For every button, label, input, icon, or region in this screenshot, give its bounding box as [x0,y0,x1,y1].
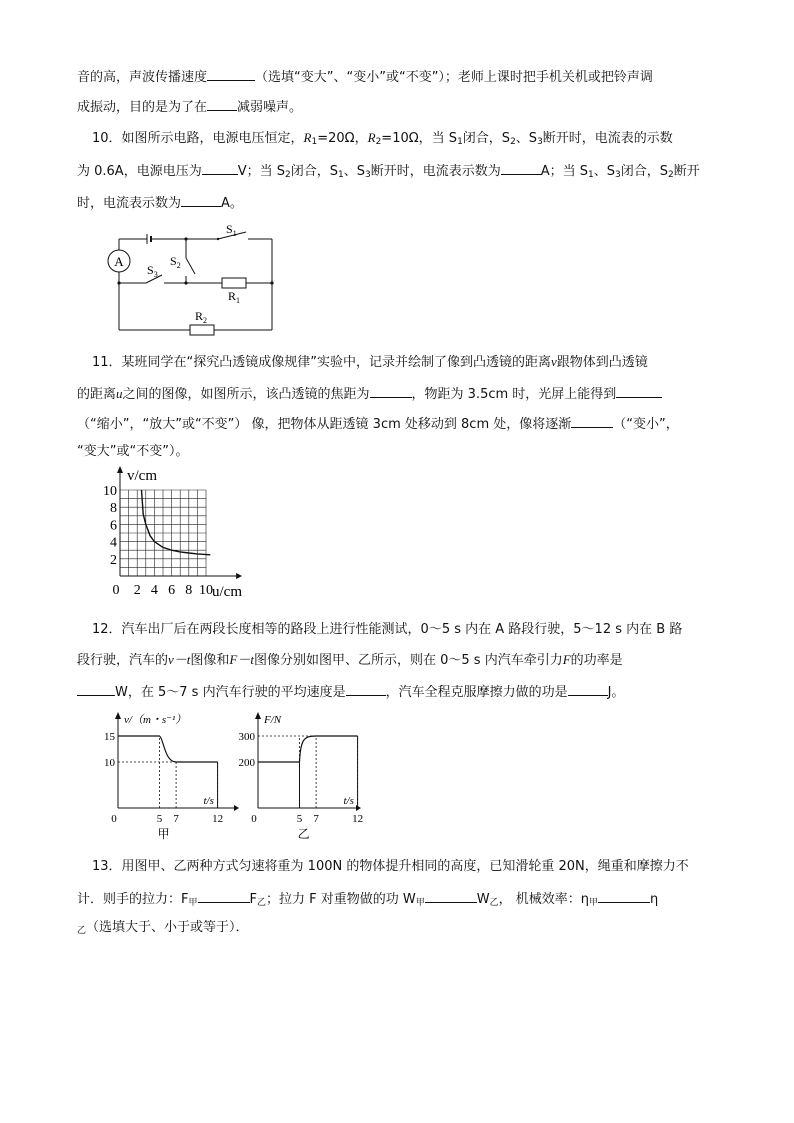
q11-line-2: 的距离u之间的图像，如图所示，该凸透镜的焦距为 ，物距为 3.5cm 时，光屏上能得到 [77,383,662,405]
q13-blank-2[interactable] [425,888,477,903]
q13-line-1: 13．用图甲、乙两种方式匀速将重为 100N 的物体提升相同的高度，已知滑轮重 20N，绳重和摩擦力不 [92,859,689,874]
q9-blank-1[interactable] [207,66,255,81]
s1-label: $S_1$ [226,222,237,238]
ft-x-tick-label: 5 [296,813,303,825]
q10-blank-1[interactable] [202,160,238,175]
q11-blank-2[interactable] [616,383,662,398]
q10-line-2: 为 0.6A，电源电压为 V；当 $S_2$闭合，$S_1$、$S_3$断开时，电流表示数为 A；当 $S_1$、$S_3$闭合，$S_2$断开 [77,160,700,185]
q10-line-3: 时，电流表示数为 A。 [77,192,243,214]
r2-label: $R_2$ [195,309,208,325]
q9-line-2: 成振动，目的是为了在 减弱噪声。 [77,96,302,118]
x-tick-label: 10 [199,583,213,598]
q10-blank-3[interactable] [181,192,221,207]
q11-line-4: “变大”或“不变”）。 [77,444,189,459]
r1-label: $R_1$ [228,289,241,305]
y-tick-label: 10 [103,484,117,499]
q12-line-1: 12．汽车出厂后在两段长度相等的路段上进行性能测试，0～5 s 内在 A 路段行驶，5～12 s 内在 B 路 [92,622,683,637]
x-tick-label: 8 [185,583,193,598]
q9-line-1: 音的高，声波传播速度 （选填“变大”、“变小”或“不变”）；老师上课时把手机关机或把铃声调 [77,66,653,88]
y-axis-label: v/cm [127,468,157,484]
q11-line-3: （“缩小”，“放大”或“不变”） 像，把物体从距透镜 3cm 处移动到 8cm 处，像将逐渐 （“变小”， [77,413,679,435]
r1-resistor [222,278,246,288]
vt-x-tick-label: 5 [156,813,163,825]
ft-caption: 乙 [297,827,310,841]
q13-blank-1[interactable] [198,888,250,903]
q12-blank-2[interactable] [346,681,386,696]
s2-switch-blade [186,258,195,274]
x-tick-label: 6 [168,583,176,598]
y-axis-arrow [117,466,123,473]
s2-label: $S_2$ [170,254,181,270]
v-u-chart [98,466,278,608]
q12-line-3: W，在 5～7 s 内汽车行驶的平均速度是 ，汽车全程克服摩擦力做的功是 J。 [77,681,624,703]
y-tick-label: 4 [110,535,117,551]
vt-y-arrow [115,712,121,719]
q12-blank-1[interactable] [77,681,115,696]
y-tick-label: 8 [110,501,117,517]
ft-y-tick-label: 200 [238,757,255,769]
ammeter-label: A [114,254,124,269]
q13-blank-3[interactable] [598,888,650,903]
ft-x-tick-label: 7 [313,813,319,825]
vt-x-tick-label: 7 [173,813,179,825]
vt-y-tick-label: 10 [104,757,115,769]
q12-blank-3[interactable] [568,681,608,696]
s3-label: $S_3$ [147,263,158,279]
ft-y-axis-label: F/N [264,714,282,726]
q13-line-3: $_乙$（选填大于、小于或等于）． [77,920,249,936]
x-tick-label: 0 [112,583,120,598]
x-tick-label: 2 [133,583,141,598]
r2-resistor [190,325,214,335]
q13-line-2: 计．则手的拉力：$F_甲$ $F_乙$；拉力 F 对重物做的功 $W_甲$ $W_乙$， 机械效率：$\eta_甲$ η [77,888,658,913]
y-tick-label: 2 [110,552,117,568]
ft-y-tick-label: 300 [238,731,255,743]
vt-caption: 甲 [157,827,170,841]
ft-x-tick-label: 12 [352,813,364,825]
q10-line-1: 10．如图所示电路，电源电压恒定，$R_1=20\Omega$，$R_2=10\Omega$，当 $S_1$闭合，$S_2$、$S_3$断开时，电流表的示数 [92,130,673,147]
x-axis-arrow [236,573,242,579]
q10-blank-2[interactable] [501,160,541,175]
y-tick-label: 6 [110,518,117,534]
vt-curve [118,736,218,762]
q11-line-1: 11．某班同学在“探究凸透镜成像规律”实验中，记录并绘制了像到凸透镜的距离v跟物体到凸透镜 [92,354,648,370]
x-axis-label: u/cm [212,584,243,600]
vt-x-axis-label: t/s [203,795,214,807]
q11-blank-1[interactable] [370,383,412,398]
ft-x-tick-label: 0 [251,813,257,825]
vt-x-tick-label: 0 [111,813,117,825]
ft-x-axis-label: t/s [343,795,354,807]
ft-x-arrow [356,805,361,811]
ft-y-arrow [255,712,261,719]
vt-x-tick-label: 12 [212,813,224,825]
q9-blank-2[interactable] [207,96,237,111]
x-tick-label: 4 [150,583,158,598]
v-t-chart [98,712,224,842]
ft-curve [258,736,358,762]
v-u-curve [142,490,211,555]
F-t-chart [220,712,364,842]
vt-y-axis-label: v/（m・s⁻¹） [124,714,187,726]
circuit-diagram [100,222,280,334]
q12-line-2: 段行驶，汽车的v－t图像和F－t图像分别如图甲、乙所示，则在 0～5 s 内汽车牵引力F的功率是 [77,652,623,668]
q11-blank-3[interactable] [571,413,613,428]
vt-y-tick-label: 15 [104,731,115,743]
